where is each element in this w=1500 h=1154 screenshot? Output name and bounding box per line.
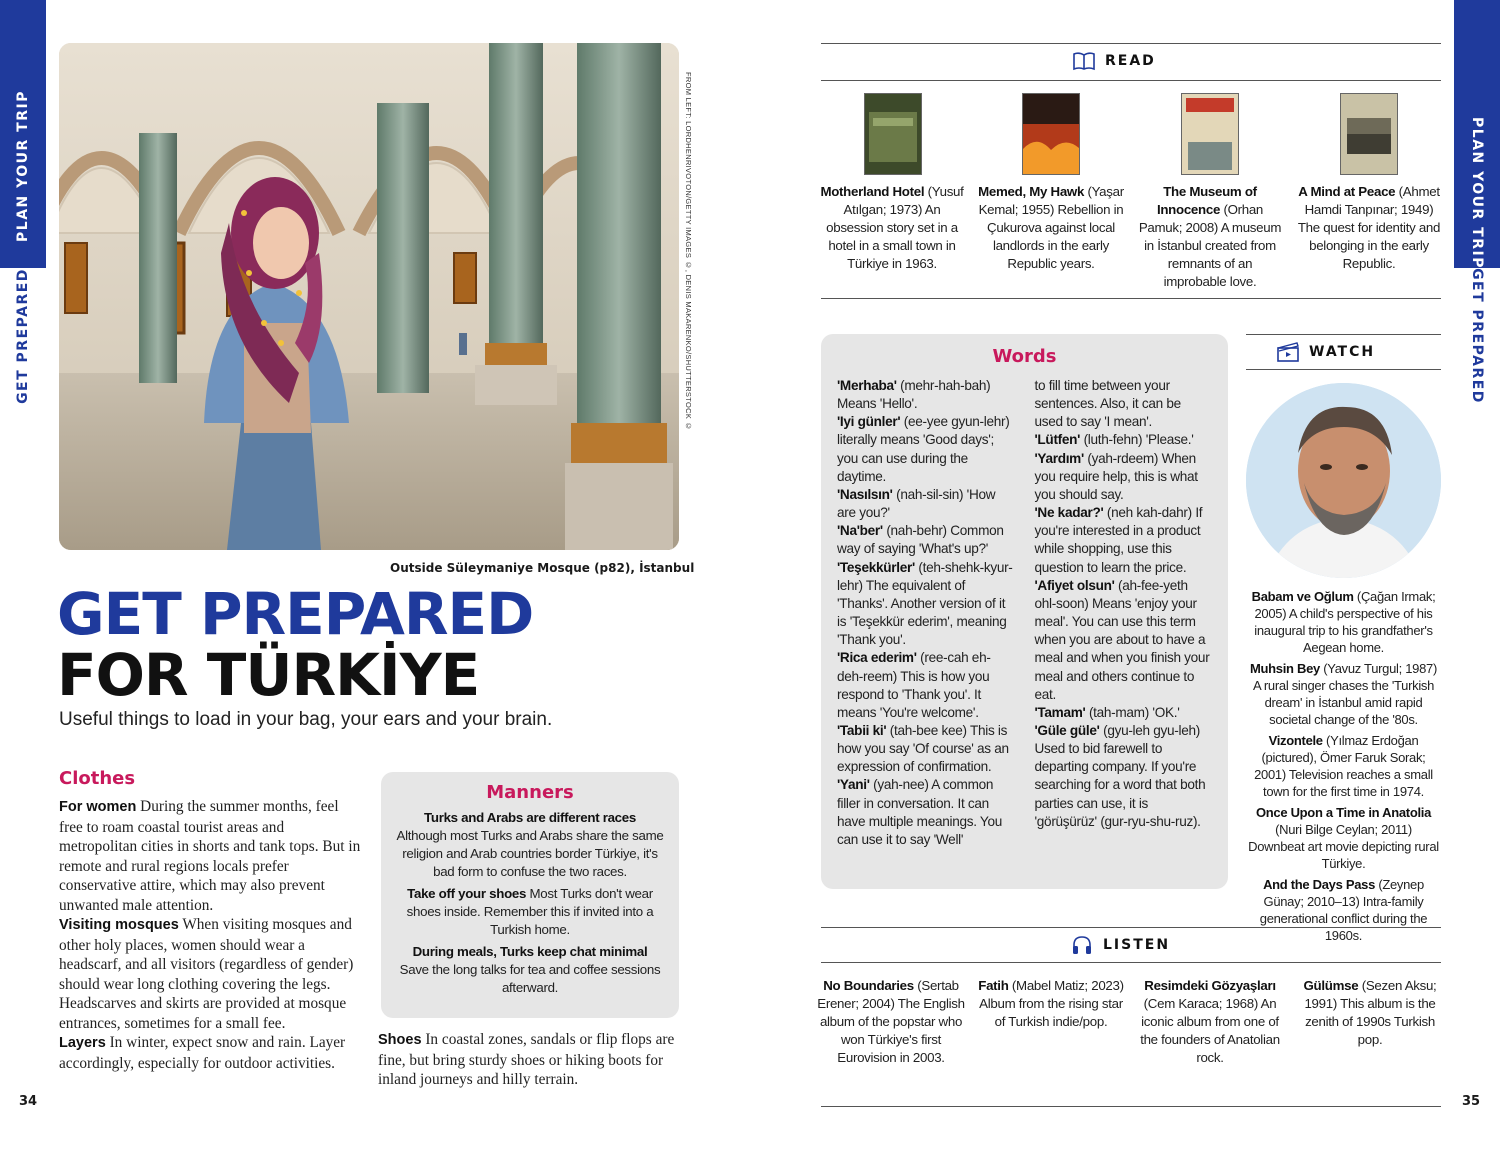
- phrase-text: (mehr-hah-bah) Means 'Hello'.: [837, 378, 991, 412]
- manners-item-text: Save the long talks for tea and coffee sessions afterward.: [399, 962, 661, 995]
- words-box: [821, 334, 1228, 889]
- film-title: Vizontele: [1268, 733, 1323, 748]
- phrase-text: (neh kah-dahr) If you're interested in a product while shopping, use this question to learn the price.: [1034, 505, 1203, 575]
- phrase-entry: [1035, 705, 1180, 720]
- album-title: No Boundaries: [823, 978, 914, 993]
- watch-header: [1277, 342, 1375, 362]
- film-entry: [1246, 660, 1441, 728]
- read-header-rule: [821, 80, 1441, 81]
- book-cover-a-mind-at-peace: [1340, 93, 1398, 175]
- watch-heading: WATCH: [1309, 344, 1376, 360]
- words-column-1: [837, 377, 1015, 849]
- photo-credit: FROM LEFT: LORDHENRIVOTON/GETTY IMAGES ©, DENIS MAKARENKO/SHUTTERSTOCK ©: [684, 72, 693, 431]
- book-entry: [817, 183, 967, 273]
- phrase-term: 'Afiyet olsun': [1034, 577, 1115, 593]
- film-entry: [1246, 732, 1441, 800]
- phrase-entry: [837, 523, 1004, 556]
- words-columns: [837, 377, 1212, 849]
- phrase-term: 'Na'ber': [837, 523, 883, 539]
- page-title-line1: GET PREPARED: [57, 580, 534, 648]
- album-desc: (Sertab Erener; 2004) The English album of the popstar who won Türkiye's first Eurovision in 2003.: [817, 978, 965, 1065]
- album-desc: (Mabel Matiz; 2023) Album from the rising star of Turkish indie/pop.: [979, 978, 1124, 1029]
- phrase-text: (nah-sil-sin) 'How are you?': [837, 486, 996, 521]
- manners-item: [393, 885, 667, 939]
- album-entry: [817, 977, 965, 1067]
- film-title: Babam ve Oğlum: [1251, 589, 1354, 604]
- manners-heading: Manners: [486, 782, 574, 803]
- listen-top-rule: [821, 927, 1441, 928]
- book-title: Memed, My Hawk: [978, 184, 1085, 199]
- phrase-entry: [1035, 505, 1203, 574]
- shoes-label: Shoes: [378, 1032, 422, 1048]
- phrase-entry: [1035, 451, 1198, 502]
- chapter-tab: [0, 268, 46, 403]
- film-desc: (Yavuz Turgul; 1987) A rural singer chases the 'Turkish dream' in İstanbul amid rapid societal change of the '80s.: [1252, 661, 1437, 727]
- layers-label: Layers: [59, 1035, 106, 1051]
- chapter-tab: [1454, 268, 1500, 403]
- chapter-tab-label: GET PREPARED: [15, 267, 31, 404]
- album-entry: [1136, 977, 1284, 1067]
- phrase-entry: [837, 560, 1013, 648]
- listen-heading: LISTEN: [1103, 937, 1171, 953]
- album-entry: [1296, 977, 1444, 1049]
- read-heading: READ: [1105, 53, 1156, 69]
- chapter-tab-label: GET PREPARED: [1469, 267, 1485, 404]
- album-entry: [977, 977, 1125, 1031]
- manners-item: [393, 943, 667, 997]
- phrase-entry: [837, 777, 1002, 846]
- book-desc: (Yaşar Kemal; 1955) Rebellion in Çukurova against local landlords in the early Republic years.: [978, 184, 1124, 271]
- manners-item: [393, 809, 667, 881]
- watch-header-rule: [1246, 369, 1441, 370]
- phrase-text: (luth-fehn) 'Please.': [1080, 432, 1194, 448]
- for-women-text: During the summer months, feel free to roam coastal tourist areas and metropolitan cities in shorts and tank tops. But in remote and rural regions locals prefer conservative attire, which may also prevent unwanted male attention.: [59, 798, 361, 914]
- listen-bottom-rule: [821, 1106, 1441, 1107]
- book-title: A Mind at Peace: [1298, 184, 1396, 199]
- shoes-text: In coastal zones, sandals or flip flops are fine, but bring sturdy shoes or hiking boots for inland journeys and hilly terrain.: [378, 1031, 675, 1088]
- book-cover-art: [865, 94, 921, 174]
- manners-box: [381, 772, 679, 1018]
- film-desc: (Çağan Irmak; 2005) A child's perspective of his inaugural trip to his grandfather's Aegean home.: [1254, 589, 1436, 655]
- film-desc: (Zeynep Günay; 2010–13) Intra-family generational conflict during the 1960s.: [1259, 877, 1428, 943]
- phrase-term: 'Ne kadar?': [1034, 505, 1104, 521]
- film-entry: [1246, 876, 1441, 944]
- phrase-text: (ee-yee gyun-lehr) literally means 'Good days'; you can use during the daytime.: [837, 414, 1010, 484]
- phrase-term: 'Güle güle': [1034, 722, 1100, 738]
- section-tab-label: PLAN YOUR TRIP: [15, 90, 31, 243]
- phrase-entry: [1035, 578, 1210, 702]
- phrase-text: (yah-rdeem) When you require help, this is what you should say.: [1034, 450, 1198, 502]
- portrait-photo: [1246, 383, 1441, 578]
- film-list: [1246, 588, 1441, 948]
- phrase-text: (tah-mam) 'OK.': [1085, 704, 1180, 720]
- phrase-entry: [1035, 723, 1206, 829]
- manners-item-text: Most Turks don't wear shoes inside. Remember this if invited into a Turkish home.: [406, 886, 654, 937]
- film-title: Muhsin Bey: [1250, 661, 1320, 676]
- phrase-text: (yah-nee) A common filler in conversation. It can have multiple meanings. You can use it to say 'Well': [837, 777, 1002, 847]
- phrase-term: 'Yardım': [1034, 450, 1084, 466]
- film-desc: (Nuri Bilge Ceylan; 2011) Downbeat art movie depicting rural Türkiye.: [1248, 822, 1439, 871]
- book-cover-art: [1023, 94, 1079, 174]
- film-entry: [1246, 588, 1441, 656]
- book-icon: [1073, 51, 1095, 71]
- book-cover-motherland-hotel: [864, 93, 922, 175]
- book-desc: (Orhan Pamuk; 2008) A museum in İstanbul created from remnants of an improbable love.: [1138, 202, 1282, 289]
- phrase-entry: [1035, 378, 1181, 429]
- book-cover-art: [1341, 94, 1397, 174]
- visiting-mosques-text: When visiting mosques and other holy places, women should wear a headscarf, and all visitors (regardless of gender) should wear long clothing covering the legs. Headscarves and skirts are provided at mosque entrances, sometimes for a small fee.: [59, 916, 354, 1032]
- phrase-term: 'Yani': [837, 777, 870, 793]
- phrase-text: (tah-bee kee) This is how you say 'Of course' as an expression of confirmation.: [837, 722, 1009, 775]
- album-desc: (Sezen Aksu; 1991) This album is the zenith of 1990s Turkish pop.: [1304, 978, 1437, 1047]
- hero-photo: [59, 43, 679, 550]
- phrase-entry: [837, 487, 995, 520]
- phrase-text: (teh-shehk-kyur-lehr) The equivalent of 'Thanks'. Another version of it is 'Teşekkür ederim', meaning 'Thank you'.: [837, 559, 1013, 648]
- manners-item-label: Turks and Arabs are different races: [424, 810, 636, 825]
- phrase-text: (gyu-leh gyu-leh) Used to bid farewell to departing company. If you're searching for a word that both parties can use, it is 'görüşürüz' (gur-ryu-shu-ruz).: [1034, 722, 1206, 829]
- phrase-term: 'Teşekkürler': [837, 559, 915, 575]
- book-desc: (Ahmet Hamdi Tanpınar; 1949) The quest for identity and belonging in the early Republic.: [1297, 184, 1441, 271]
- book-entry: [976, 183, 1126, 273]
- page-number-right: 35: [1462, 1094, 1481, 1109]
- phrase-term: 'Tamam': [1034, 704, 1086, 720]
- book-entry: [1135, 183, 1285, 291]
- words-column-2: [1035, 377, 1213, 849]
- section-tab: [0, 0, 46, 268]
- manners-item-label: During meals, Turks keep chat minimal: [412, 944, 648, 959]
- read-header: [1073, 51, 1156, 71]
- headphones-icon: [1071, 935, 1093, 955]
- phrase-term: 'Nasılsın': [837, 486, 893, 502]
- read-top-rule: [821, 43, 1441, 44]
- phrase-entry: [837, 414, 1009, 483]
- words-heading: Words: [992, 346, 1057, 367]
- page-subtitle: Useful things to load in your bag, your ears and your brain.: [59, 709, 553, 730]
- section-tab: [1454, 0, 1500, 268]
- album-title: Gülümse: [1303, 978, 1359, 993]
- watch-top-rule: [1246, 334, 1441, 335]
- phrase-term: 'Lütfen': [1034, 432, 1081, 448]
- clothes-heading: Clothes: [59, 768, 136, 789]
- book-cover-art: [1182, 94, 1238, 174]
- for-women-label: For women: [59, 799, 137, 815]
- phrase-text: to fill time between your sentences. Also, it can be used to say 'I mean'.: [1034, 378, 1181, 430]
- film-desc: (Yılmaz Erdoğan (pictured), Ömer Faruk Sorak; 2001) Television reaches a small town for the first time in 1974.: [1254, 733, 1433, 799]
- phrase-term: 'Rica ederim': [837, 650, 917, 666]
- book-cover-memed-my-hawk: [1022, 93, 1080, 175]
- book-title: The Museum of Innocence: [1156, 184, 1257, 217]
- phrase-entry: [1035, 432, 1194, 447]
- album-title: Resimdeki Gözyaşları: [1144, 978, 1276, 993]
- book-entry: [1294, 183, 1444, 273]
- phrase-text: (ree-cah eh-deh-reem) This is how you respond to 'Thank you'. It means 'You're welcome'.: [837, 650, 991, 720]
- phrase-text: (nah-behr) Common way of saying 'What's up?': [837, 523, 1004, 557]
- mosque-courtyard-illustration: [59, 43, 679, 550]
- listen-header: [1071, 935, 1170, 955]
- film-title: Once Upon a Time in Anatolia: [1255, 805, 1432, 820]
- phrase-entry: [837, 378, 990, 411]
- read-bottom-rule: [821, 298, 1441, 299]
- film-entry: [1246, 804, 1441, 872]
- phrase-text: (ah-fee-yeth ohl-soon) Means 'enjoy your meal'. You can use this term when you are about to have a meal and when you finish your meal and others continue to eat.: [1034, 577, 1210, 702]
- book-cover-museum-of-innocence: [1181, 93, 1239, 175]
- left-side-tab: [0, 0, 46, 403]
- phrase-term: 'Merhaba': [837, 378, 897, 393]
- listen-header-rule: [821, 962, 1441, 963]
- book-title: Motherland Hotel: [820, 184, 925, 199]
- page-title-line2: FOR TÜRKİYE: [57, 641, 480, 709]
- manners-item-label: Take off your shoes: [407, 886, 527, 901]
- phrase-term: 'Iyi günler': [837, 414, 901, 430]
- visiting-mosques-label: Visiting mosques: [59, 917, 179, 933]
- photo-caption: Outside Süleymaniye Mosque (p82), İstanbul: [390, 561, 695, 575]
- phrase-term: 'Tabii ki': [837, 722, 887, 738]
- clapperboard-icon: [1277, 342, 1299, 362]
- phrase-entry: [837, 650, 991, 719]
- page-number-left: 34: [19, 1094, 38, 1109]
- layers-text: In winter, expect snow and rain. Layer accordingly, especially for outdoor activities.: [59, 1034, 346, 1072]
- phrase-entry: [837, 723, 1009, 774]
- manners-item-text: Although most Turks and Arabs share the same religion and Arab countries border Türkiye, it's bad form to confuse the two races.: [396, 828, 664, 879]
- clothes-body: [59, 797, 365, 1073]
- album-desc: (Cem Karaca; 1968) An iconic album from one of the founders of Anatolian rock.: [1140, 996, 1280, 1065]
- right-side-tab: [1454, 0, 1500, 403]
- portrait-illustration: [1246, 383, 1441, 578]
- film-title: And the Days Pass: [1263, 877, 1376, 892]
- album-title: Fatih: [978, 978, 1009, 993]
- shoes-body: [378, 1030, 680, 1090]
- section-tab-label: PLAN YOUR TRIP: [1469, 116, 1485, 269]
- book-desc: (Yusuf Atılgan; 1973) An obsession story set in a hotel in a small town in Türkiye in 1963.: [826, 184, 964, 271]
